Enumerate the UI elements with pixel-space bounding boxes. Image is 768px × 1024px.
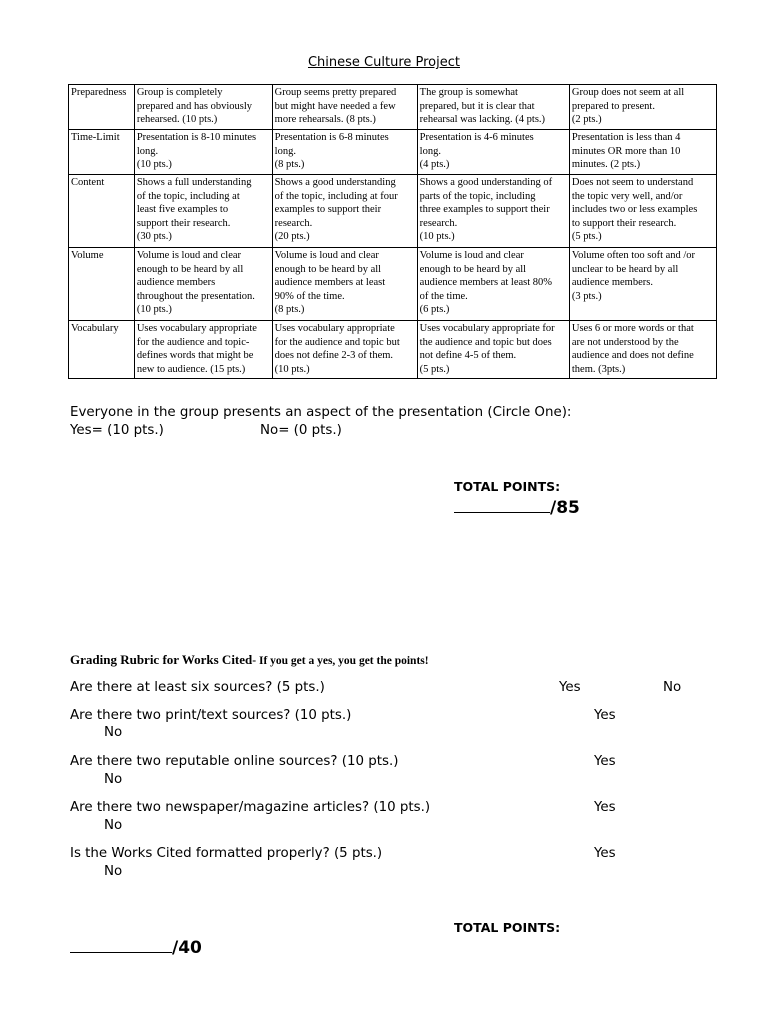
page-title: Chinese Culture Project — [307, 55, 460, 70]
yes-option: Yes — [594, 754, 616, 769]
max-points: /40 — [172, 938, 202, 958]
rubric-cell: Shows a full understanding of the topic, including at least five examples to support their research. (30 pts.) — [134, 175, 272, 248]
no-option: No — [104, 818, 123, 833]
presentation-rubric-table — [68, 84, 717, 379]
question-text: Are there two reputable online sources? (10 pts.) — [70, 754, 399, 769]
rubric-cell: Volume is loud and clear enough to be heard by all audience members at least 80% of the time. (6 pts.) — [417, 248, 569, 321]
no-option: No — [104, 725, 123, 740]
rubric-cell: The group is somewhat prepared, but it is clear that rehearsal was lacking. (4 pts.) — [417, 85, 569, 130]
rubric-row-volume — [69, 248, 717, 321]
total-points-label: TOTAL POINTS: — [454, 479, 561, 494]
question-text: Is the Works Cited formatted properly? (5 pts.) — [70, 846, 383, 861]
rubric-cell: Uses vocabulary appropriate for the audience and topic- defines words that might be new to audience. (15 pts.) — [134, 321, 272, 379]
rubric-cell: Does not seem to understand the topic very well, and/or includes two or less examples to support their research. (5 pts.) — [569, 175, 716, 248]
group-no-option: No= (0 pts.) — [260, 423, 342, 438]
works-cited-note: - If you get a yes, you get the points! — [252, 655, 429, 667]
works-cited-title: Grading Rubric for Works Cited — [70, 652, 253, 667]
rubric-category: Content — [69, 175, 135, 248]
question-text: Are there two newspaper/magazine articles? (10 pts.) — [70, 800, 431, 815]
yes-option: Yes — [594, 800, 616, 815]
total-points-85 — [454, 498, 580, 518]
yes-option: Yes — [559, 680, 581, 695]
rubric-cell: Presentation is 8-10 minutes long. (10 pts.) — [134, 130, 272, 175]
rubric-cell: Volume is loud and clear enough to be heard by all audience members at least 90% of the time. (8 pts.) — [272, 248, 417, 321]
rubric-category: Volume — [69, 248, 135, 321]
rubric-row-content — [69, 175, 717, 248]
rubric-cell: Presentation is less than 4 minutes OR more than 10 minutes. (2 pts.) — [569, 130, 716, 175]
rubric-category: Time-Limit — [69, 130, 135, 175]
group-presents-question: Everyone in the group presents an aspect of the presentation (Circle One): — [70, 405, 572, 420]
rubric-cell: Shows a good understanding of the topic, including at four examples to support their research. (20 pts.) — [272, 175, 417, 248]
works-cited-heading — [70, 652, 429, 668]
score-blank-line — [454, 498, 550, 513]
rubric-cell: Uses vocabulary appropriate for the audience and topic but does not define 2-3 of them. (10 pts.) — [272, 321, 417, 379]
rubric-cell: Group is completely prepared and has obviously rehearsed. (10 pts.) — [134, 85, 272, 130]
rubric-row-time-limit — [69, 130, 717, 175]
rubric-row-preparedness — [69, 85, 717, 130]
rubric-row-vocabulary — [69, 321, 717, 379]
rubric-cell: Shows a good understanding of parts of the topic, including three examples to support their research. (10 pts.) — [417, 175, 569, 248]
rubric-cell: Volume often too soft and /or unclear to be heard by all audience members. (3 pts.) — [569, 248, 716, 321]
no-option: No — [104, 864, 123, 879]
question-text: Are there at least six sources? (5 pts.) — [70, 680, 325, 695]
max-points: /85 — [550, 498, 580, 518]
rubric-cell: Group does not seem at all prepared to present. (2 pts.) — [569, 85, 716, 130]
total-points-40 — [70, 938, 202, 958]
rubric-cell: Presentation is 6-8 minutes long. (8 pts.) — [272, 130, 417, 175]
score-blank-line — [70, 938, 172, 953]
rubric-category: Preparedness — [69, 85, 135, 130]
question-text: Are there two print/text sources? (10 pts.) — [70, 708, 352, 723]
no-option: No — [663, 680, 682, 695]
rubric-cell: Uses 6 or more words or that are not understood by the audience and does not define them. (3pts.) — [569, 321, 716, 379]
yes-option: Yes — [594, 846, 616, 861]
yes-option: Yes — [594, 708, 616, 723]
rubric-cell: Presentation is 4-6 minutes long. (4 pts.) — [417, 130, 569, 175]
rubric-cell: Volume is loud and clear enough to be heard by all audience members throughout the presentation. (10 pts.) — [134, 248, 272, 321]
group-yes-option: Yes= (10 pts.) — [70, 423, 164, 438]
no-option: No — [104, 772, 123, 787]
rubric-cell: Group seems pretty prepared but might have needed a few more rehearsals. (8 pts.) — [272, 85, 417, 130]
rubric-category: Vocabulary — [69, 321, 135, 379]
rubric-cell: Uses vocabulary appropriate for the audience and topic but does not define 4-5 of them. (5 pts.) — [417, 321, 569, 379]
total-points-label: TOTAL POINTS: — [454, 920, 561, 935]
